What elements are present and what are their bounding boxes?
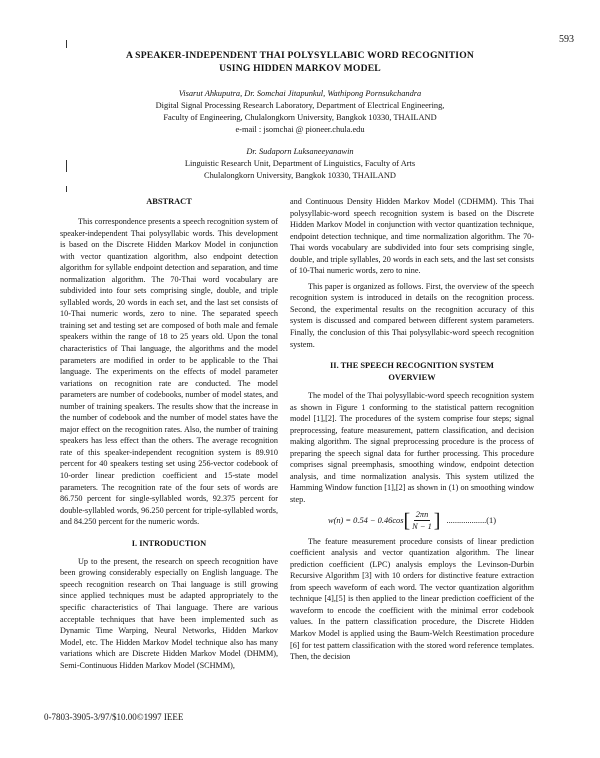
hamming-equation [290,506,534,536]
left-column [60,196,278,671]
abstract-text: This correspondence presents a speech recognition system of speaker-independent Thai polysyllabic words. This development is based on the Discrete Hidden Markov Model in conjunction with vector quantization algorithm, also endpoint detection algorithm for syllable endpoint detection and separation, and time normalization algorithm. The 70-Thai word vocabulary are subdivided into four sets comprising single, double, and triple syllabled words, 20 words in each set, and the last set consists of 10-Thai numeric words, zero to nine. The separated speech training set and testing set are composed of both male and female speakers within the range of 18 to 25 years old. Upon the tonal characteristics of Thai language, the algorithms and the model parameters are modified in order to be applicable to the Thai language. The experiments on the effects of model parameter variations on recognition rate are conducted. The model parameters are number of codebooks, number of model states, and number of training speakers. The results show that the increase in the number of codebook and the number of model states have the major effect on the recognition rates. Also, the number of training speakers has less effect than the others. The average recognition rate of this speaker-independent recognition system is 89.910 percent for 40 speakers testing set using 256-vector codebook of 10-order linear prediction coefficient and 15-state model parameters. The recognition rate of the four sets of words are 86.750 percent for single-syllabled words, 92.375 percent for double-syllabled words, 96.250 percent for triple-syllabled words, and 84.250 percent for the numeric words. [60,217,278,527]
authors-secondary: Dr. Sudaporn Luksaneeyanawin [246,147,354,156]
equation-fraction [412,509,432,533]
right-paragraph-2: This paper is organized as follows. First, the overview of the speech recognition system is introduced in details on the recognition process. Second, the experimental results on the recognition accuracy of this system is discussed and compared between different system parameters. Finally, the conclusion of this Thai polysyllabic-word speech recognition system. [290,281,534,349]
margin-mark [66,40,67,48]
equation-bracket-right: ] [433,509,441,532]
paper-title-line-1: A SPEAKER-INDEPENDENT THAI POLYSYLLABIC WORD RECOGNITION [125,50,475,61]
margin-mark [66,186,67,192]
affiliation2-line-1: Linguistic Research Unit, Department of Linguistics, Faculty of Arts [184,159,416,168]
equation-denominator: N − 1 [412,522,432,532]
equation-lhs: w(n) = 0.54 − 0.46cos [327,515,404,525]
equation-bracket-left: [ [403,509,411,532]
right-paragraph-1: and Continuous Density Hidden Markov Model (CDHMM). This Thai polysyllabic-word speech recognition system is based on the Discrete Hidden Markov Model in conjunction with vector quantization technique, endpoint detection technique, and time normalization algorithm. The 70-Thai words vocabulary are subdivided into four sets comprising single, double, and triple syllables, 20 words in each sets, and the last set consists of 10-Thai numeric words, zero to nine. [290,197,534,276]
affiliation-line-1: Digital Signal Processing Research Laboratory, Department of Electrical Engineering, [155,101,445,110]
right-column [290,196,534,663]
section-2-paragraph-2: The feature measurement procedure consists of linear prediction coefficient analysis and vector quantization algorithm. The linear prediction coefficient (LPC) analysis employs the Levinson-Durbin Recursive Algorithm [3] with 10 orders for distinctive feature extraction from speech waveform of each word. The vector quantization algorithm technique [4],[5] is then applied to the linear prediction coefficient of the waveform to encode the coefficient with the minimal error codebook values. In the pattern classification procedure, the Discrete Hidden Markov Model is applied using the Baum-Welch Reestimation procedure [6] for test pattern classification with the stored word reference templates. Then, the decision [290,536,534,662]
paper-title-line-2: USING HIDDEN MARKOV MODEL [219,63,381,74]
affiliation-line-2: Faculty of Engineering, Chulalongkorn University, Bangkok 10330, THAILAND [163,113,437,122]
authors-primary: Visarut Ahkuputra, Dr. Somchai Jitapunkul, Wathipong Pornsukchandra [178,89,422,98]
abstract-heading: ABSTRACT [146,197,192,206]
affiliation2-line-2: Chulalongkorn University, Bangkok 10330, THAILAND [204,171,396,180]
page-number: 593 [559,34,574,45]
introduction-text: Up to the present, the research on speech recognition have been growing considerably especially on English language. The speech recognition research on Thai language is still growing since applied techniques must be adapted appropriately to the specific characteristics of Thai language. There are various acceptable techniques that have been implemented such as Dynamic Time Warping, Neural Networks, Hidden Markov Model, etc. The Hidden Markov Model technique also has many variations which are Discrete Hidden Markov Model (DHMM), Semi-Continuous Hidden Markov Model (SCHMM), [60,556,278,670]
introduction-heading: I. INTRODUCTION [131,538,207,548]
section-2-heading-line-2: OVERVIEW [388,373,436,383]
equation-numerator: 2πn [414,509,431,522]
section-2-paragraph-1: The model of the Thai polysyllabic-word speech recognition system as shown in Figure 1 conforming to the statistical pattern recognition model [1],[2]. The procedures of the system comprise four steps; signal preprocessing, feature measurement, pattern classification, and decision making algorithm. The signal preprocessing procedure is the process of preparing the speech signal data for further processing. This procedure comprises signal preemphasis, smoothing window, endpoint detection analysis, and time normalization analysis. This system utilized the Hamming Window function [1],[2] as shown in (1) on smoothing window step. [290,391,534,505]
section-2-heading-line-1: II. THE SPEECH RECOGNITION SYSTEM [330,361,494,371]
equation-number: ...................(1) [446,515,497,525]
copyright-footer: 0-7803-3905-3/97/$10.00©1997 IEEE [44,712,184,722]
author-email: e-mail : jsomchai @ pioneer.chula.edu [235,125,365,134]
